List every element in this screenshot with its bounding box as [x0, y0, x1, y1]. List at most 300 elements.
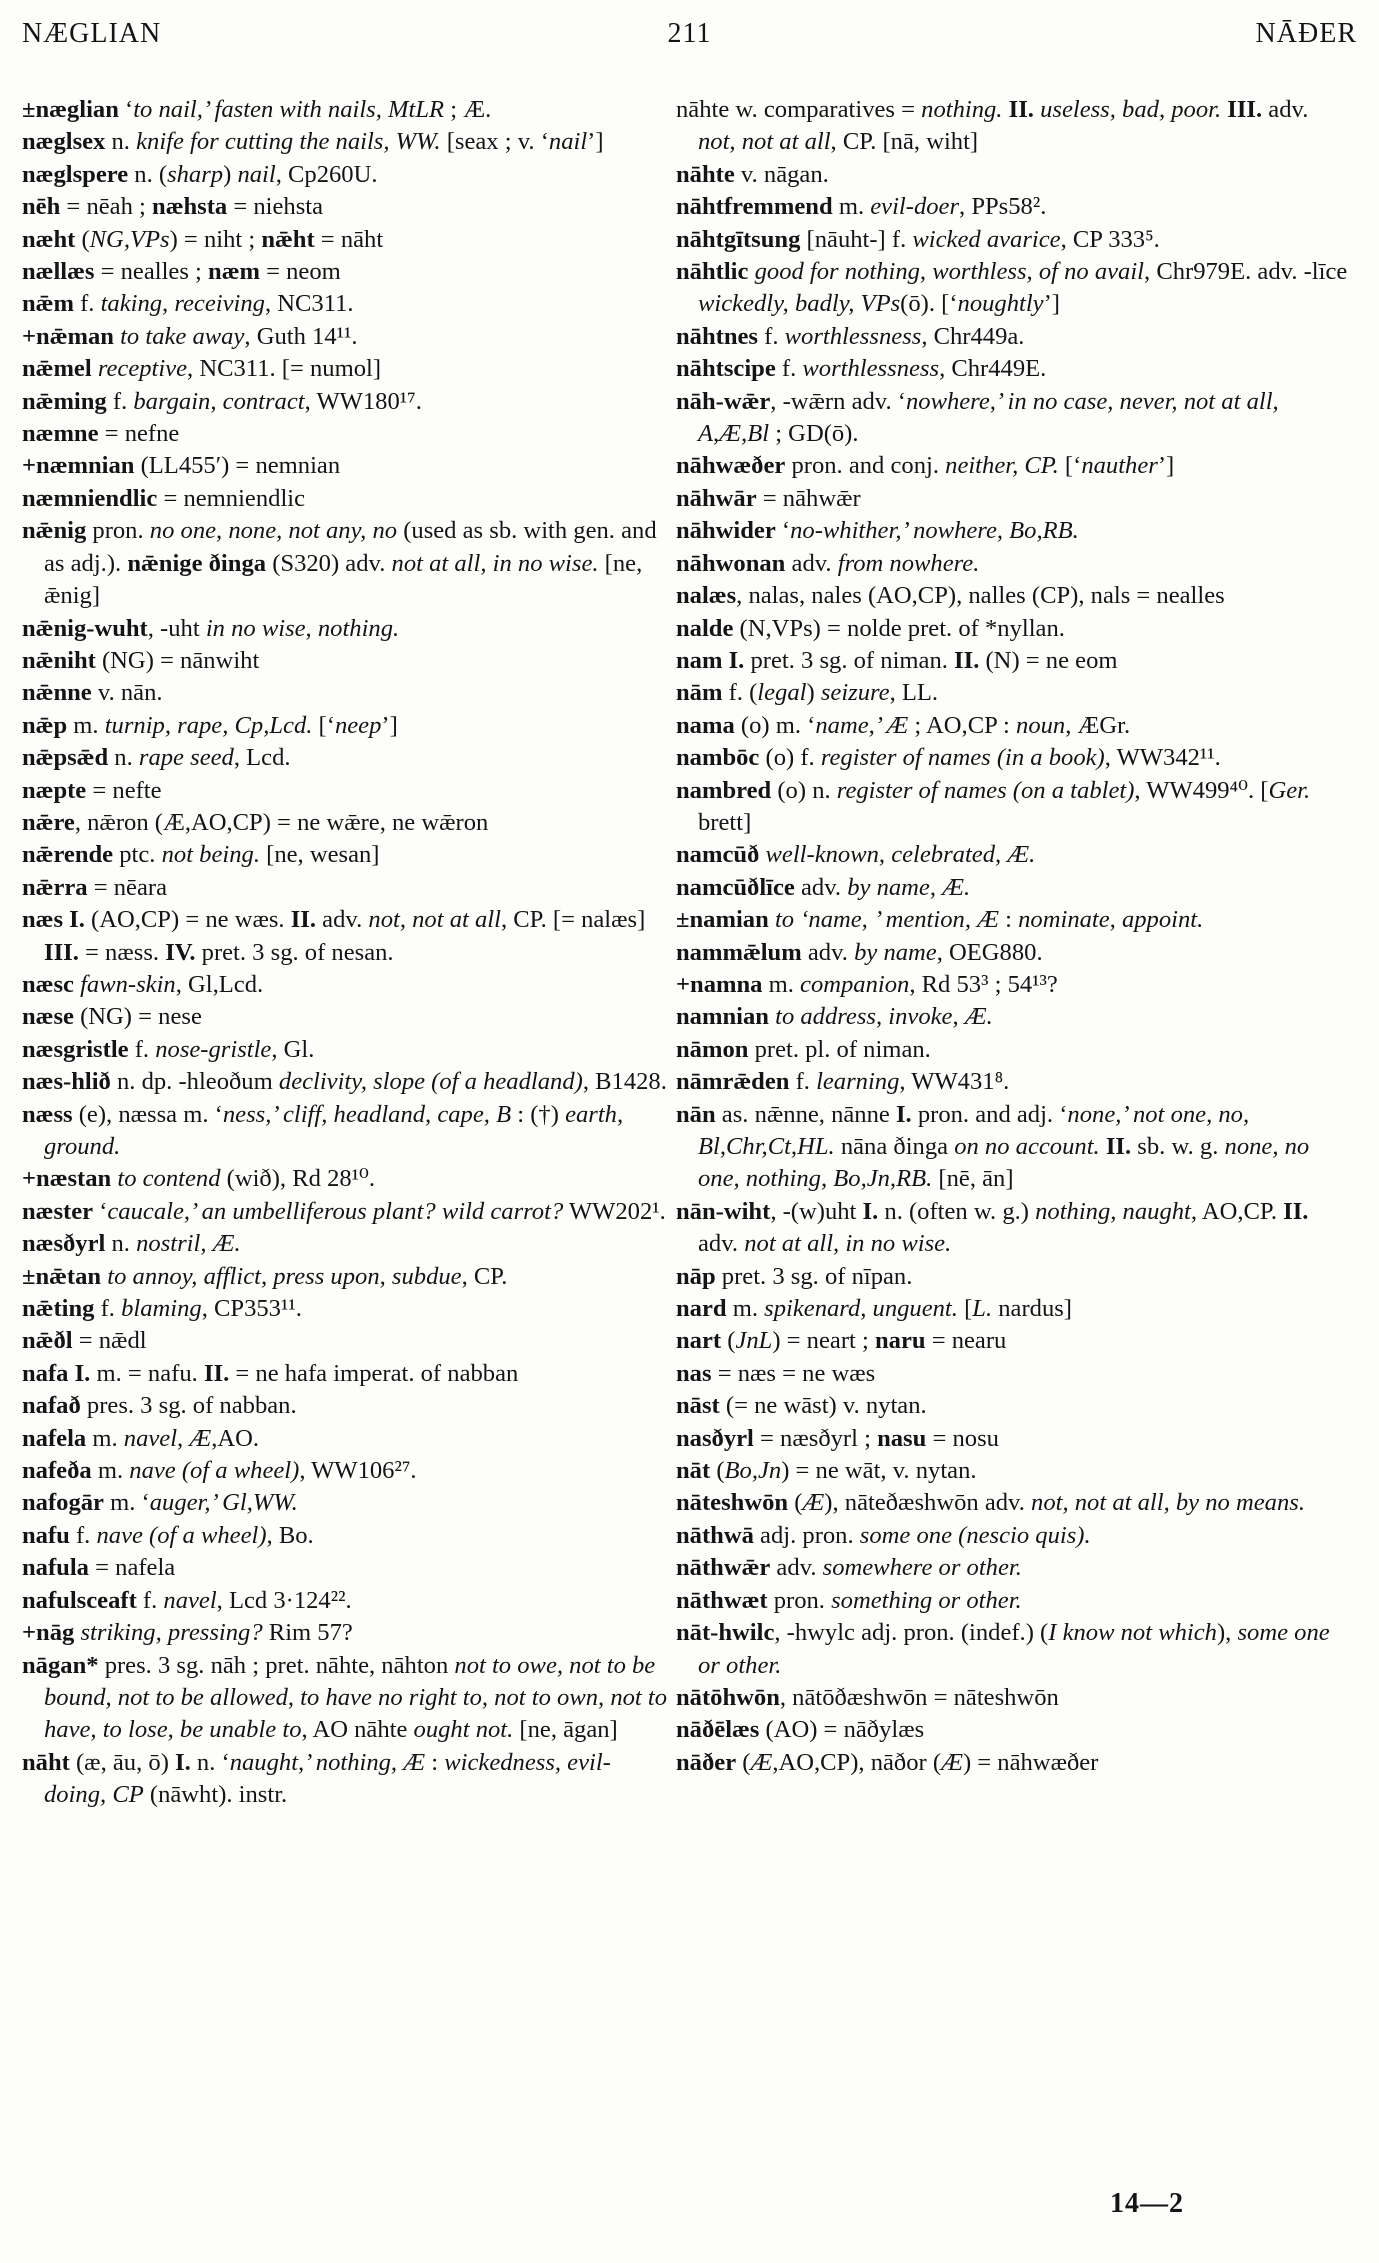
entry-text: [ne, ǣnig] [44, 549, 643, 610]
dictionary-entry [676, 742, 1348, 774]
entry-text: (o) f. [759, 744, 821, 772]
definition-text: not being. [161, 841, 260, 869]
entry-text: ) = neart ; [772, 1327, 875, 1355]
headword: nafogār [22, 1489, 104, 1517]
dictionary-entry [676, 450, 1348, 482]
entry-text: n. ( [128, 160, 168, 188]
headword: nǣting [22, 1295, 95, 1323]
headword: nafulsceaft [22, 1586, 137, 1614]
dictionary-entry [676, 1520, 1348, 1552]
dictionary-entry [676, 191, 1348, 223]
dictionary-entry [676, 904, 1348, 936]
entry-text: pret. pl. of niman. [748, 1035, 931, 1063]
headword: nǣht [261, 225, 315, 253]
entry-text: , Gl. [271, 1035, 315, 1063]
entry-text: ’] [381, 711, 398, 739]
definition-text: worthlessness [784, 322, 922, 350]
entry-text: ,AO,CP), nāðor ( [772, 1748, 942, 1776]
headword: nǣpsǣd [22, 744, 109, 772]
dictionary-entry [22, 645, 670, 677]
definition-text: declivity, slope (of a headland) [278, 1068, 583, 1096]
entry-text: ) = ne wāt, v. nytan. [781, 1457, 977, 1485]
dictionary-entry [22, 1163, 670, 1195]
definition-text: from nowhere. [837, 549, 980, 577]
dictionary-entry [676, 613, 1348, 645]
headword: nalæs [676, 582, 737, 610]
definition-text: no one, none, not any, no [149, 517, 398, 545]
headword: nambred [676, 776, 772, 804]
entry-text: , PPs58². [959, 193, 1047, 221]
entry-text: pret. 3 sg. of niman. [744, 646, 955, 674]
entry-text: adv. [698, 1230, 745, 1258]
definition-text: not, not at all, by no means. [1031, 1489, 1305, 1517]
entry-text: , LL. [889, 679, 939, 707]
dictionary-entry [676, 548, 1348, 580]
definition-text: not, not at all [368, 906, 501, 934]
entry-text: , CP353¹¹. [201, 1295, 302, 1323]
entry-text: nāhte w. comparatives = [676, 96, 922, 123]
entry-text: = nemniendlic [157, 484, 306, 512]
dictionary-entry [22, 1650, 670, 1747]
entry-text: [ [957, 1295, 973, 1323]
entry-text: sb. w. g. [1131, 1133, 1225, 1160]
dictionary-entry [676, 580, 1348, 612]
headword: nāhte [676, 160, 735, 188]
definition-text: to address, invoke, Æ. [775, 1003, 993, 1031]
definition-text: spikenard, unguent. [764, 1295, 958, 1323]
entry-text: = næs = ne wæs [711, 1359, 876, 1387]
entry-text: pres. 3 sg. of nabban. [80, 1392, 297, 1420]
entry-text: = nǣdl [72, 1327, 147, 1355]
entry-text: , Gl,Lcd. [175, 970, 264, 998]
headword: ±namian [676, 906, 769, 934]
definition-text: register of names (in a book) [820, 744, 1105, 772]
definition-text: by name, Æ. [847, 873, 971, 901]
dictionary-entry [22, 1228, 670, 1260]
entry-text: = næsðyrl ; [753, 1424, 878, 1452]
definition-text: blaming [121, 1295, 202, 1323]
entry-text: m. [67, 711, 105, 739]
headword: IV. [165, 938, 196, 966]
dictionary-entry [22, 418, 670, 450]
headword: nēh [22, 193, 61, 221]
entry-text: (o) n. [771, 776, 837, 804]
entry-text: ‘ [775, 517, 791, 545]
definition-text: nostril, Æ. [136, 1230, 241, 1258]
headword: nātōhwōn [676, 1683, 780, 1711]
definition-text: navel [163, 1586, 217, 1614]
headword: nas [676, 1359, 712, 1387]
entry-text: ,AO. [211, 1424, 260, 1452]
entry-text: m. [86, 1424, 124, 1452]
entry-text: n. (often w. g.) [878, 1197, 1036, 1225]
dictionary-entry [676, 1293, 1348, 1325]
entry-text: ’] [587, 128, 604, 156]
headword: næs-hlið [22, 1068, 111, 1096]
entry-text: , AO,CP. [1190, 1197, 1284, 1225]
entry-text: = nāht [314, 225, 384, 253]
headword: nām [676, 679, 723, 707]
dictionary-entry [22, 1196, 670, 1228]
entry-text: as. nǣnne, nānne [715, 1100, 896, 1128]
dictionary-entry [22, 288, 670, 320]
entry-text: ) [223, 160, 238, 188]
dictionary-entry [22, 126, 670, 158]
dictionary-entry [22, 224, 670, 256]
headword: nama [676, 711, 735, 739]
dictionary-entry [676, 1617, 1348, 1682]
dictionary-entry [676, 321, 1348, 353]
definition-text: Bo,Jn [724, 1457, 782, 1485]
entry-text: : [425, 1748, 445, 1776]
entry-text: , Chr449a. [921, 322, 1025, 350]
headword: nasðyrl [676, 1424, 754, 1452]
headword: nǣming [22, 387, 107, 415]
definition-text: naught,’ nothing, Æ [229, 1748, 426, 1776]
entry-text: , WW499⁴⁰. [ [1134, 776, 1269, 804]
definition-text: in no wise, nothing. [205, 614, 400, 642]
entry-text: , B1428. [582, 1068, 667, 1096]
header-left-guideword: NÆGLIAN [22, 18, 162, 49]
entry-text: m. [726, 1295, 765, 1323]
dictionary-entry [676, 1714, 1348, 1746]
headword: nart [676, 1327, 722, 1355]
dictionary-entry [22, 1390, 670, 1422]
entry-text: , CP 333⁵. [1060, 225, 1160, 253]
headword: II. [290, 906, 317, 934]
entry-text: , OEG880. [936, 938, 1043, 966]
definition-text: register of names (on a tablet) [836, 776, 1135, 804]
entry-text: f. [758, 322, 785, 350]
dictionary-entry [22, 386, 670, 418]
headword: nāhtnes [676, 322, 759, 350]
entry-text: ) = niht ; [169, 225, 262, 253]
headword: nāthwā [676, 1521, 754, 1549]
headword: +nāg [22, 1619, 75, 1647]
dictionary-entry [22, 904, 670, 969]
entry-text: ( [710, 1457, 725, 1485]
headword: nāht [22, 1748, 70, 1776]
entry-text: , Bo. [266, 1521, 314, 1549]
headword: næpte [22, 776, 87, 804]
headword: naru [874, 1327, 926, 1355]
entry-text: = nēah ; [60, 193, 153, 221]
definition-text: auger,’ Gl,WW. [149, 1489, 298, 1517]
entry-text: = nefne [98, 420, 180, 448]
headword: nard [676, 1295, 727, 1323]
headword: II. [1283, 1197, 1309, 1225]
entry-text: f. [106, 387, 134, 415]
entry-text: , WW180¹⁷. [304, 387, 422, 415]
headword: næm [208, 258, 260, 286]
headword: næglsex [22, 128, 106, 156]
definition-text: Æ [941, 1748, 963, 1776]
definition-text: name,’ Æ [815, 711, 909, 739]
dictionary-entry [676, 159, 1348, 191]
entry-text: ; AO,CP : [908, 711, 1017, 739]
entry-text: , Cp260U. [275, 160, 378, 188]
entry-text: , CP. [nā, wiht] [830, 128, 979, 156]
entry-text: ’] [1043, 290, 1060, 318]
entry-text: , CP. [461, 1262, 508, 1290]
entry-text: ( [788, 1489, 803, 1517]
headword: næmniendlic [22, 484, 158, 512]
dictionary-entry [676, 1325, 1348, 1357]
headword: namcūð [676, 841, 760, 869]
entry-text: f. [73, 290, 101, 318]
headword: nambōc [676, 744, 760, 772]
definition-text: Æ [802, 1489, 825, 1517]
dictionary-entry [22, 969, 670, 1001]
headword: ±næglian [22, 96, 119, 123]
headword: næs I. [22, 906, 85, 934]
dictionary-entry [22, 1747, 670, 1812]
entry-text: pron. [86, 517, 150, 545]
entry-text: [‘ [312, 711, 335, 739]
definition-text: nominate, appoint. [1018, 906, 1204, 934]
entry-text: adv. [801, 938, 855, 966]
definition-text: knife for cutting the nails, WW. [136, 128, 441, 156]
definition-text: to nail,’ fasten with nails, MtLR [133, 96, 445, 123]
dictionary-entry [22, 450, 670, 482]
headword: III. [44, 938, 79, 966]
definition-text: fawn-skin [80, 970, 176, 998]
headword: næglspere [22, 160, 129, 188]
dictionary-entry [676, 1001, 1348, 1033]
entry-text: : [998, 906, 1019, 934]
entry-text: adv. [770, 1554, 823, 1582]
entry-text: (wið), Rd 28¹⁰. [220, 1165, 376, 1193]
headword: +næstan [22, 1165, 112, 1193]
headword: II. [203, 1359, 230, 1387]
dictionary-entry [676, 1423, 1348, 1455]
headword: nǣnig-wuht [22, 614, 148, 642]
dictionary-entry [676, 1487, 1348, 1519]
headword: nāhwæðer [676, 452, 786, 480]
headword: nafu [22, 1521, 70, 1549]
headword: III. [1227, 96, 1263, 123]
headword: namnian [676, 1003, 769, 1031]
headword: nāthwæt [676, 1586, 768, 1614]
headword: +namna [676, 970, 763, 998]
entry-text: m. [91, 1457, 130, 1485]
headword: nǣre [22, 808, 75, 836]
dictionary-entry [22, 1358, 670, 1390]
headword: nalde [676, 614, 734, 642]
entry-text: , Lcd. [233, 744, 291, 772]
entry-text: f. ( [722, 679, 758, 707]
dictionary-entry [676, 710, 1348, 742]
headword: nǣp [22, 711, 68, 739]
headword: nān [676, 1100, 716, 1128]
definition-text: learning [816, 1068, 900, 1096]
entry-text: [‘ [1058, 452, 1082, 480]
dictionary-entry [22, 742, 670, 774]
definition-text: some one (nescio quis). [859, 1521, 1091, 1549]
dictionary-entry [22, 1585, 670, 1617]
dictionary-entry [676, 1261, 1348, 1293]
headword: nāst [676, 1392, 720, 1420]
headword: nafela [22, 1424, 87, 1452]
headword: nāteshwōn [676, 1489, 789, 1517]
entry-text: , Chr449E. [939, 355, 1047, 383]
dictionary-entry [22, 515, 670, 612]
entry-text: (e), næssa m. ‘ [72, 1100, 223, 1128]
entry-text: brett] [698, 808, 752, 836]
definition-text: to annoy, afflict, press upon, subdue [107, 1262, 462, 1290]
headword: nafa I. [22, 1359, 91, 1387]
entry-text: ‘ [118, 96, 134, 123]
definition-text: receptive [97, 355, 188, 383]
page-number: 211 [667, 18, 712, 49]
entry-text: = nēara [87, 873, 167, 901]
entry-text: v. nāgan. [734, 160, 829, 188]
headword: II. [1008, 96, 1034, 123]
definition-text: nauther [1081, 452, 1158, 480]
entry-text: pret. 3 sg. of nīpan. [715, 1262, 913, 1290]
entry-text: (S320) adv. [266, 549, 392, 577]
entry-text: adv. [794, 873, 848, 901]
definition-text: on no account. [954, 1133, 1100, 1160]
dictionary-entry [676, 1747, 1348, 1779]
dictionary-entry [676, 256, 1348, 321]
definition-text: nail [548, 128, 588, 156]
left-column [22, 94, 670, 1812]
definition-text: I know not which [1048, 1619, 1217, 1647]
headword: nāðer [676, 1748, 737, 1776]
entry-text: ) [806, 679, 821, 707]
headword: nǣnig [22, 517, 87, 545]
entry-text: v. nān. [91, 679, 163, 707]
definition-text: seizure [820, 679, 890, 707]
headword: nǣnige ðinga [127, 549, 267, 577]
entry-text: f. [789, 1068, 817, 1096]
dictionary-entry [22, 1001, 670, 1033]
headword: nāhtgītsung [676, 225, 801, 253]
definition-text: not at all, in no wise. [744, 1230, 952, 1258]
dictionary-entry [676, 969, 1348, 1001]
headword: nāthwǣr [676, 1554, 771, 1582]
headword: I. [895, 1100, 912, 1128]
entry-text: (NG) = nānwiht [95, 646, 260, 674]
entry-text: ) = nāhwæðer [962, 1748, 1099, 1776]
definition-text: nail [237, 160, 276, 188]
entry-text: (nāwht). instr. [143, 1781, 288, 1809]
dictionary-entry [22, 1552, 670, 1584]
headword: nǣðl [22, 1327, 73, 1355]
definition-text: NG,VPs [89, 225, 170, 253]
headword: +næmnian [22, 452, 135, 480]
dictionary-entry [676, 1390, 1348, 1422]
dictionary-entry [676, 677, 1348, 709]
headword: nāt [676, 1457, 711, 1485]
entry-text: = nearu [925, 1327, 1007, 1355]
signature-mark: 14—2 [1110, 2188, 1184, 2219]
entry-text: adj. pron. [753, 1521, 860, 1549]
entry-text: (used as sb. with gen. and as adj.). [44, 517, 657, 577]
definition-text: ought not. [413, 1716, 514, 1744]
definition-text: none,’ not one, no, Bl,Chr,Ct,HL. [698, 1100, 1250, 1160]
headword: nafeða [22, 1457, 92, 1485]
dictionary-entry [22, 1455, 670, 1487]
dictionary-entry [22, 1487, 670, 1519]
entry-text: f. [775, 355, 803, 383]
headword: nǣrende [22, 841, 114, 869]
definition-text: turnip, rape, Cp,Lcd. [104, 711, 313, 739]
entry-text: ), [1216, 1619, 1238, 1647]
headword: næht [22, 225, 76, 253]
definition-text: caucale,’ an umbelliferous plant? wild carrot? [107, 1197, 564, 1225]
headword: nāhwonan [676, 549, 786, 577]
entry-text: = nāhwǣr [756, 484, 861, 512]
dictionary-entry [22, 1520, 670, 1552]
entry-text: = neom [259, 258, 341, 286]
headword: nǣnne [22, 679, 92, 707]
dictionary-entry [22, 191, 670, 223]
entry-text: , Guth 14¹¹. [244, 322, 358, 350]
headword: nafað [22, 1392, 81, 1420]
definition-text: to take away [120, 322, 245, 350]
headword: namcūðlīce [676, 873, 795, 901]
entry-text: ( [721, 1327, 736, 1355]
dictionary-entry [676, 1099, 1348, 1196]
entry-text: n. dp. -hleoðum [110, 1068, 279, 1096]
definition-text: not to owe, not to be bound, not to be allowed, to have no right to, not to own, not to have, to lose, be unable to [44, 1651, 668, 1744]
entry-text: , -hwylc adj. pron. (indef.) ( [774, 1619, 1049, 1647]
dictionary-entry [22, 613, 670, 645]
dictionary-entry [676, 515, 1348, 547]
entry-text: = nealles ; [94, 258, 209, 286]
definition-text: wicked avarice [912, 225, 1061, 253]
dictionary-entry [676, 937, 1348, 969]
headword: nāmon [676, 1035, 749, 1063]
definition-text: nothing. [921, 96, 1003, 123]
headword: +nǣman [22, 322, 114, 350]
entry-text: Rim 57? [262, 1619, 353, 1647]
entry-text: adv. [316, 906, 369, 934]
dictionary-entry [676, 1682, 1348, 1714]
headword: II. [954, 646, 980, 674]
entry-text: , nātōðæshwōn = nāteshwōn [779, 1683, 1059, 1711]
entry-text: , Lcd 3·124²². [216, 1586, 352, 1614]
definition-text: somewhere or other. [822, 1554, 1022, 1582]
headword: nāhtlic [676, 258, 749, 286]
definition-text: Ger. [1268, 776, 1311, 804]
definition-text: noun [1016, 711, 1066, 739]
entry-text: nardus] [992, 1295, 1072, 1323]
entry-text: , NC311. [264, 290, 354, 318]
entry-text: = næss. [78, 938, 166, 966]
dictionary-entry [22, 1617, 670, 1649]
entry-text: n. [105, 128, 137, 156]
headword: nāt-hwilc [676, 1619, 775, 1647]
headword: nāðēlæs [676, 1716, 760, 1744]
entry-text: ‘ [93, 1197, 108, 1225]
headword: næhsta [152, 193, 228, 221]
definition-text: nothing, naught [1035, 1197, 1191, 1225]
entry-text: pron. and conj. [785, 452, 946, 480]
entry-text: [ne, wesan] [259, 841, 380, 869]
entry-text: , nǣron (Æ,AO,CP) = ne wǣre, ne wǣron [74, 808, 489, 836]
entry-text: pron. and adj. ‘ [911, 1100, 1068, 1128]
dictionary-entry [22, 1293, 670, 1325]
headword: nǣmel [22, 355, 92, 383]
headword: næse [22, 1003, 74, 1031]
definition-text: good for nothing, worthless, of no avail [754, 258, 1145, 286]
entry-text: [seax ; v. ‘ [440, 128, 549, 156]
entry-text: , WW431⁸. [899, 1068, 1010, 1096]
entry-text: m. [762, 970, 801, 998]
